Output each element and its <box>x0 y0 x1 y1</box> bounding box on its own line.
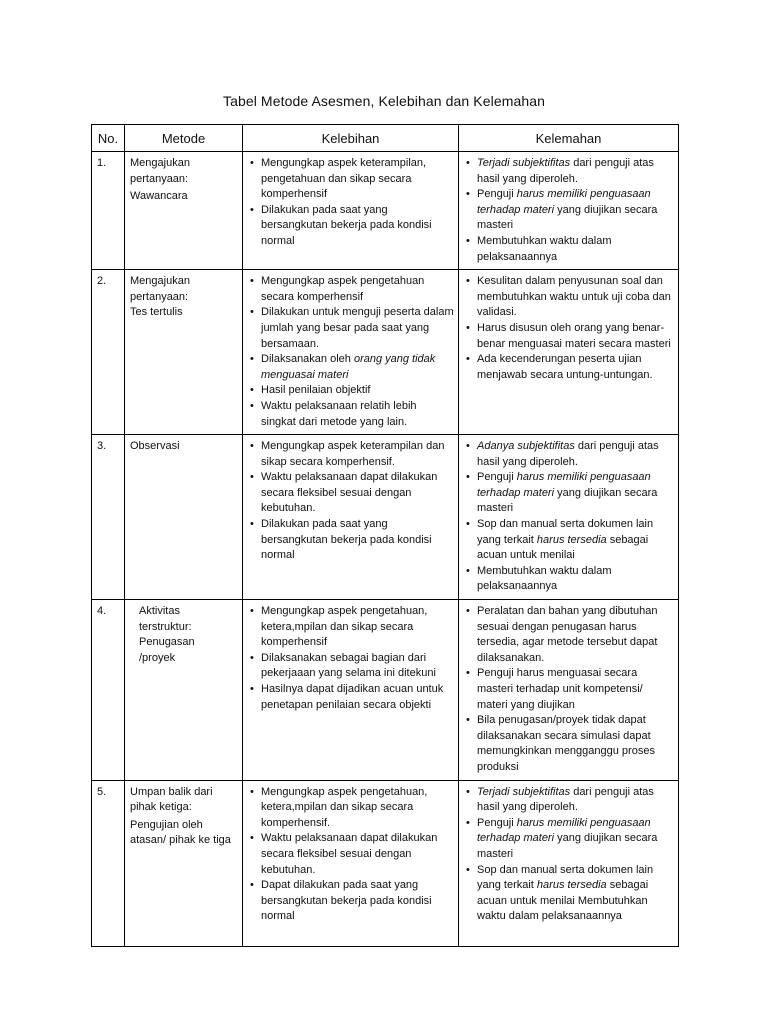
list-item <box>464 785 674 816</box>
item-text: Membutuhkan waktu dalam pelaksanaannya <box>477 234 612 263</box>
italic-text: harus memiliki penguasaan terhadap materi <box>477 471 651 499</box>
list-item: • Waktu pelaksanaan dapat dilakukan secara fleksibel sesuai dengan kebutuhan. <box>248 831 454 878</box>
item-text: Sop dan manual serta dokumen lain yang terkait <box>477 863 654 892</box>
item-text: yang diujikan secara masteri <box>477 486 658 515</box>
italic-text: orang yang tidak menguasai materi <box>261 353 436 381</box>
item-text: Penguji <box>477 471 517 484</box>
kelemahan-cell <box>459 780 679 946</box>
list-item: • Waktu pelaksanaan relatih lebih singkat dari metode yang lain. <box>248 399 454 430</box>
list-item: • Peralatan dan bahan yang dibutuhan sesuai dengan penugasan harus tersedia, agar metode tersebut dapat dilaksanakan. <box>464 604 674 666</box>
metode-line: pertanyaan: <box>130 290 189 303</box>
list-item: • Waktu pelaksanaan dapat dilakukan secara fleksibel sesuai dengan kebutuhan. <box>248 470 454 517</box>
table-row <box>92 435 679 600</box>
metode-line: Aktivitas <box>139 605 180 618</box>
list-item: • Dilakukan untuk menguji peserta dalam jumlah yang besar pada saat yang bersamaan. <box>248 305 454 352</box>
metode-line: /proyek <box>139 651 176 664</box>
header-kelebihan: Kelebihan <box>243 125 459 152</box>
row-number: 1. <box>92 152 125 270</box>
item-text: dari penguji atas hasil yang diperoleh. <box>477 440 659 468</box>
metode-line: Mengajukan <box>130 157 190 169</box>
metode-sub: Pengujian oleh atasan/ pihak ke tiga <box>130 818 231 847</box>
kelebihan-cell <box>243 435 459 600</box>
item-text: sebagai acuan untuk menilai <box>477 533 649 562</box>
italic-text: harus memiliki penguasaan terhadap materi <box>477 188 651 216</box>
item-text: dari penguji atas hasil yang diperoleh. <box>477 785 654 814</box>
list-item <box>464 863 674 925</box>
assessment-table <box>91 124 679 947</box>
list-item: • Harus disusun oleh orang yang benar-benar menguasai materi secara masteri <box>464 321 674 352</box>
list-item: • Ada kecenderungan peserta ujian menjawab secara untung-untungan. <box>464 352 674 383</box>
kelemahan-cell <box>459 600 679 781</box>
kelebihan-cell <box>243 600 459 781</box>
list-item: • Dilaksanakan sebagai bagian dari pekerjaaan yang selama ini ditekuni <box>248 651 454 682</box>
metode-cell <box>125 152 243 270</box>
table-row <box>92 270 679 435</box>
table-header-row <box>92 125 679 152</box>
kelemahan-cell <box>459 435 679 600</box>
table-row <box>92 152 679 270</box>
list-item <box>464 470 674 517</box>
kelebihan-cell <box>243 270 459 435</box>
list-item: • Hasilnya dapat dijadikan acuan untuk penetapan penilaian secara objekti <box>248 682 454 713</box>
list-item: • Mengungkap aspek keterampilan, pengetahuan dan sikap secara komperhensif <box>248 156 454 203</box>
item-text: yang diujikan secara masteri <box>477 832 658 860</box>
header-kelemahan: Kelemahan <box>459 125 679 152</box>
row-number: 4. <box>92 600 125 781</box>
list-item: • Hasil penilaian objektif <box>248 383 454 399</box>
metode-cell <box>125 270 243 435</box>
list-item: • Dilakukan pada saat yang bersangkutan bekerja pada kondisi normal <box>248 203 454 250</box>
list-item: • Penguji harus menguasai secara masteri terhadap unit kompetensi/ materi yang diujikan <box>464 666 674 713</box>
metode-line: Mengajukan <box>130 275 190 288</box>
italic-text: harus tersedia <box>536 879 607 892</box>
metode-cell <box>125 435 243 600</box>
item-text: Penguji <box>477 188 517 201</box>
list-item: • Mengungkap aspek pengetahuan, ketera,mpilan dan sikap secara komperhensif. <box>248 785 454 832</box>
list-item <box>464 564 674 595</box>
item-text: sebagai acuan untuk menilai Membutuhkan waktu dalam pelaksanaannya <box>477 879 649 923</box>
header-metode: Metode <box>125 125 243 152</box>
item-text: yang diujikan secara masteri <box>477 203 658 232</box>
list-item <box>248 352 454 383</box>
italic-text: Terjadi subjektifitas <box>477 157 571 169</box>
metode-line: terstruktur: <box>139 620 192 633</box>
metode-line: Umpan balik dari <box>130 785 213 798</box>
table-row <box>92 600 679 781</box>
row-number: 2. <box>92 270 125 435</box>
list-item: • Kesulitan dalam penyusunan soal dan membutuhkan waktu untuk uji coba dan validasi. <box>464 274 674 321</box>
metode-sub: Wawancara <box>130 190 188 203</box>
list-item: • Mengungkap aspek pengetahuan, ketera,mpilan dan sikap secara komperhensif <box>248 604 454 651</box>
row-number: 5. <box>92 780 125 946</box>
item-text: dari penguji atas hasil yang diperoleh. <box>477 157 654 185</box>
list-item <box>464 156 674 187</box>
italic-text: Terjadi subjektifitas <box>477 785 571 798</box>
kelemahan-cell <box>459 270 679 435</box>
list-item: • Bila penugasan/proyek tidak dapat dilaksanakan secara simulasi dapat memungkinkan mengganggu proses produksi <box>464 713 674 775</box>
kelebihan-cell <box>243 780 459 946</box>
kelebihan-cell <box>243 152 459 270</box>
item-text: Dilaksanakan oleh <box>261 353 354 366</box>
metode-line: Observasi <box>130 440 180 453</box>
list-item <box>464 439 674 470</box>
item-text: Membutuhkan waktu dalam pelaksanaannya <box>477 564 612 593</box>
list-item <box>464 816 674 863</box>
kelemahan-cell <box>459 152 679 270</box>
metode-line: pertanyaan: <box>130 172 189 185</box>
list-item: • Mengungkap aspek pengetahuan secara komperhensif <box>248 274 454 305</box>
item-text: Sop dan manual serta dokumen lain yang terkait <box>477 518 654 546</box>
row-number: 3. <box>92 435 125 600</box>
list-item: • Dilakukan pada saat yang bersangkutan bekerja pada kondisi normal <box>248 517 454 564</box>
list-item: • Mengungkap aspek keterampilan dan sikap secara komperhensif. <box>248 439 454 470</box>
item-text: Penguji <box>477 816 517 829</box>
italic-text: harus tersedia <box>536 533 607 546</box>
list-item: • Dapat dilakukan pada saat yang bersangkutan bekerja pada kondisi normal <box>248 878 454 925</box>
metode-cell <box>125 600 243 781</box>
table-row <box>92 780 679 946</box>
metode-line: Penugasan <box>139 636 195 649</box>
metode-line: pihak ketiga: <box>130 801 192 814</box>
metode-cell <box>125 780 243 946</box>
metode-line: Tes tertulis <box>130 306 183 319</box>
header-no: No. <box>92 125 125 152</box>
list-item <box>464 234 674 265</box>
italic-text: Adanya subjektifitas <box>477 440 575 453</box>
list-item <box>464 187 674 234</box>
italic-text: harus memiliki penguasaan terhadap materi <box>477 816 651 845</box>
list-item <box>464 517 674 564</box>
page-title: Tabel Metode Asesmen, Kelebihan dan Kelemahan <box>222 93 546 109</box>
